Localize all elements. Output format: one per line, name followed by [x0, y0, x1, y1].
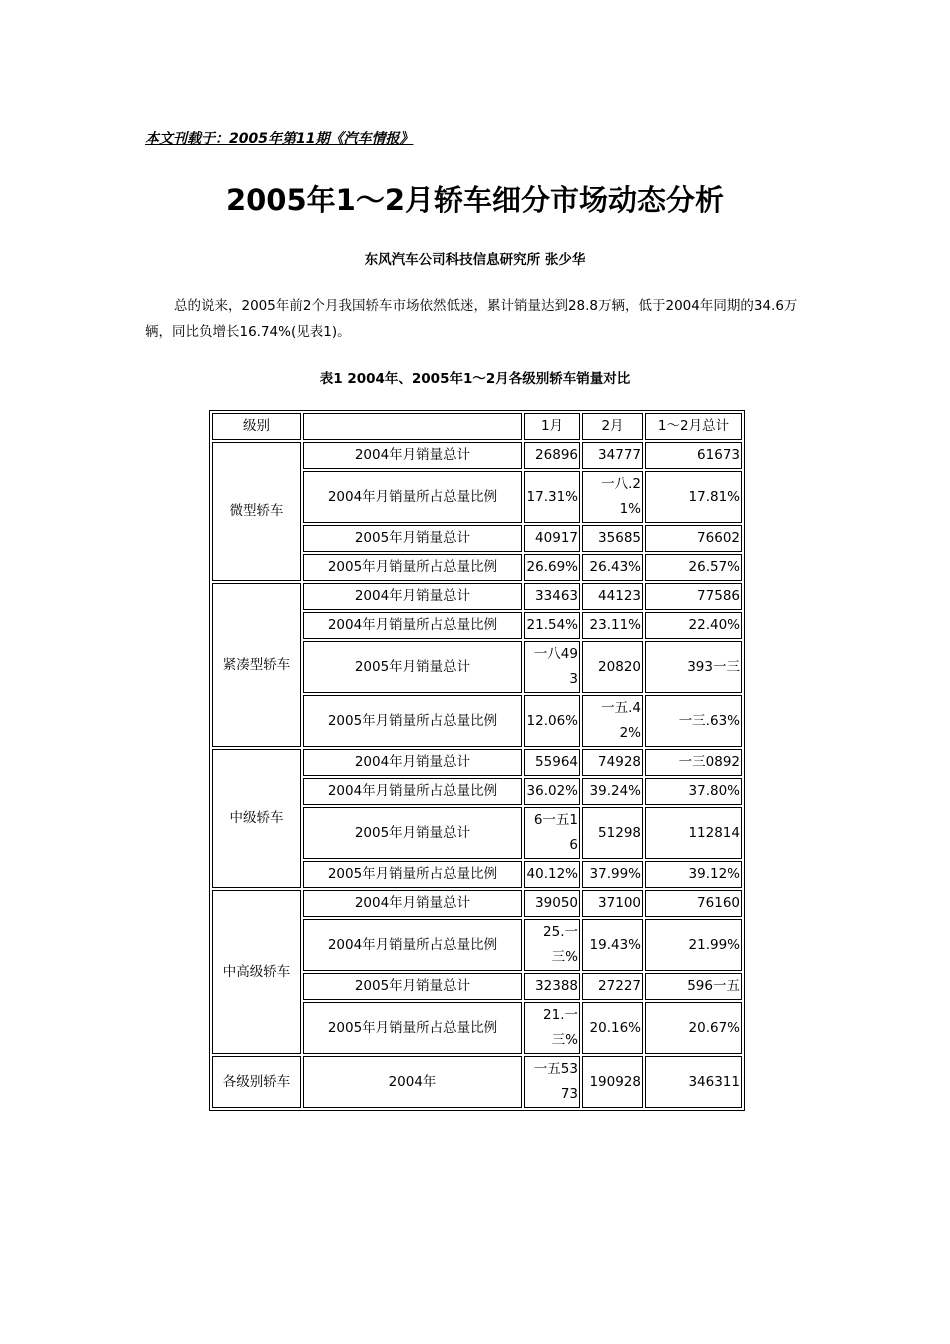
- feb-cell: 37100: [582, 890, 643, 917]
- jan-cell: 26896: [524, 442, 580, 469]
- author-line: 东风汽车公司科技信息研究所 张少华: [364, 252, 586, 268]
- row-label-cell: 2005年月销量总计: [303, 641, 522, 693]
- total-cell: 112814: [645, 807, 742, 859]
- row-label-cell: 2005年月销量所占总量比例: [303, 1002, 522, 1054]
- row-label-cell: 2005年月销量所占总量比例: [303, 554, 522, 581]
- row-label-cell: 2004年月销量所占总量比例: [303, 919, 522, 971]
- jan-cell: 一八493: [524, 641, 580, 693]
- jan-cell: 25.一三%: [524, 919, 580, 971]
- jan-cell: 17.31%: [524, 471, 580, 523]
- jan-cell: 一五5373: [524, 1056, 580, 1108]
- jan-cell: 33463: [524, 583, 580, 610]
- total-cell: 20.67%: [645, 1002, 742, 1054]
- jan-cell: 21.一三%: [524, 1002, 580, 1054]
- feb-cell: 23.11%: [582, 612, 643, 639]
- total-cell: 76602: [645, 525, 742, 552]
- feb-cell: 39.24%: [582, 778, 643, 805]
- jan-cell: 12.06%: [524, 695, 580, 747]
- total-cell: 21.99%: [645, 919, 742, 971]
- table-row: [212, 442, 742, 469]
- feb-cell: 20.16%: [582, 1002, 643, 1054]
- total-cell: 39.12%: [645, 861, 742, 888]
- header-cell-level: 级别: [212, 413, 301, 440]
- row-label-cell: 2005年月销量总计: [303, 973, 522, 1000]
- group-name-cell: 中级轿车: [212, 749, 301, 888]
- feb-cell: 34777: [582, 442, 643, 469]
- table-caption: 表1 2004年、2005年1～2月各级别轿车销量对比: [319, 371, 631, 387]
- header-cell-total: 1～2月总计: [645, 413, 742, 440]
- row-label-cell: 2004年月销量所占总量比例: [303, 471, 522, 523]
- table-row: [212, 749, 742, 776]
- table-row: [212, 1056, 742, 1108]
- jan-cell: 6一五16: [524, 807, 580, 859]
- row-label-cell: 2004年月销量所占总量比例: [303, 778, 522, 805]
- row-label-cell: 2004年月销量总计: [303, 890, 522, 917]
- group-name-cell: 中高级轿车: [212, 890, 301, 1054]
- feb-cell: 37.99%: [582, 861, 643, 888]
- feb-cell: 一八.21%: [582, 471, 643, 523]
- feb-cell: 74928: [582, 749, 643, 776]
- row-label-cell: 2004年月销量总计: [303, 583, 522, 610]
- total-cell: 26.57%: [645, 554, 742, 581]
- row-label-cell: 2004年月销量所占总量比例: [303, 612, 522, 639]
- table-row: [212, 583, 742, 610]
- table-header-row: [212, 413, 742, 440]
- total-cell: 一三.63%: [645, 695, 742, 747]
- row-label-cell: 2005年月销量所占总量比例: [303, 861, 522, 888]
- header-cell-jan: 1月: [524, 413, 580, 440]
- total-cell: 22.40%: [645, 612, 742, 639]
- total-cell: 393一三: [645, 641, 742, 693]
- jan-cell: 40.12%: [524, 861, 580, 888]
- header-cell-metric: [303, 413, 522, 440]
- group-name-cell: 微型轿车: [212, 442, 301, 581]
- total-cell: 61673: [645, 442, 742, 469]
- jan-cell: 26.69%: [524, 554, 580, 581]
- row-label-cell: 2004年月销量总计: [303, 442, 522, 469]
- total-cell: 596一五: [645, 973, 742, 1000]
- jan-cell: 39050: [524, 890, 580, 917]
- jan-cell: 32388: [524, 973, 580, 1000]
- group-name-cell: 各级别轿车: [212, 1056, 301, 1108]
- feb-cell: 一五.42%: [582, 695, 643, 747]
- feb-cell: 27227: [582, 973, 643, 1000]
- intro-paragraph: 总的说来，2005年前2个月我国轿车市场依然低迷，累计销量达到28.8万辆，低于2004年同期的34.6万辆，同比负增长16.74%(见表1)。: [145, 298, 798, 340]
- feb-cell: 44123: [582, 583, 643, 610]
- jan-cell: 40917: [524, 525, 580, 552]
- total-cell: 一三0892: [645, 749, 742, 776]
- jan-cell: 36.02%: [524, 778, 580, 805]
- total-cell: 37.80%: [645, 778, 742, 805]
- page-title: 2005年1～2月轿车细分市场动态分析: [225, 183, 725, 217]
- total-cell: 76160: [645, 890, 742, 917]
- row-label-cell: 2004年月销量总计: [303, 749, 522, 776]
- header-cell-feb: 2月: [582, 413, 643, 440]
- feb-cell: 35685: [582, 525, 643, 552]
- row-label-cell: 2005年月销量总计: [303, 807, 522, 859]
- total-cell: 346311: [645, 1056, 742, 1108]
- feb-cell: 20820: [582, 641, 643, 693]
- group-name-cell: 紧凑型轿车: [212, 583, 301, 747]
- table-row: [212, 890, 742, 917]
- sales-table: [209, 410, 745, 1111]
- feb-cell: 26.43%: [582, 554, 643, 581]
- total-cell: 77586: [645, 583, 742, 610]
- feb-cell: 19.43%: [582, 919, 643, 971]
- jan-cell: 21.54%: [524, 612, 580, 639]
- feb-cell: 190928: [582, 1056, 643, 1108]
- source-line: 本文刊载于：2005年第11期《汽车情报》: [145, 131, 414, 147]
- feb-cell: 51298: [582, 807, 643, 859]
- total-cell: 17.81%: [645, 471, 742, 523]
- row-label-cell: 2005年月销量所占总量比例: [303, 695, 522, 747]
- jan-cell: 55964: [524, 749, 580, 776]
- row-label-cell: 2005年月销量总计: [303, 525, 522, 552]
- row-label-cell: 2004年: [303, 1056, 522, 1108]
